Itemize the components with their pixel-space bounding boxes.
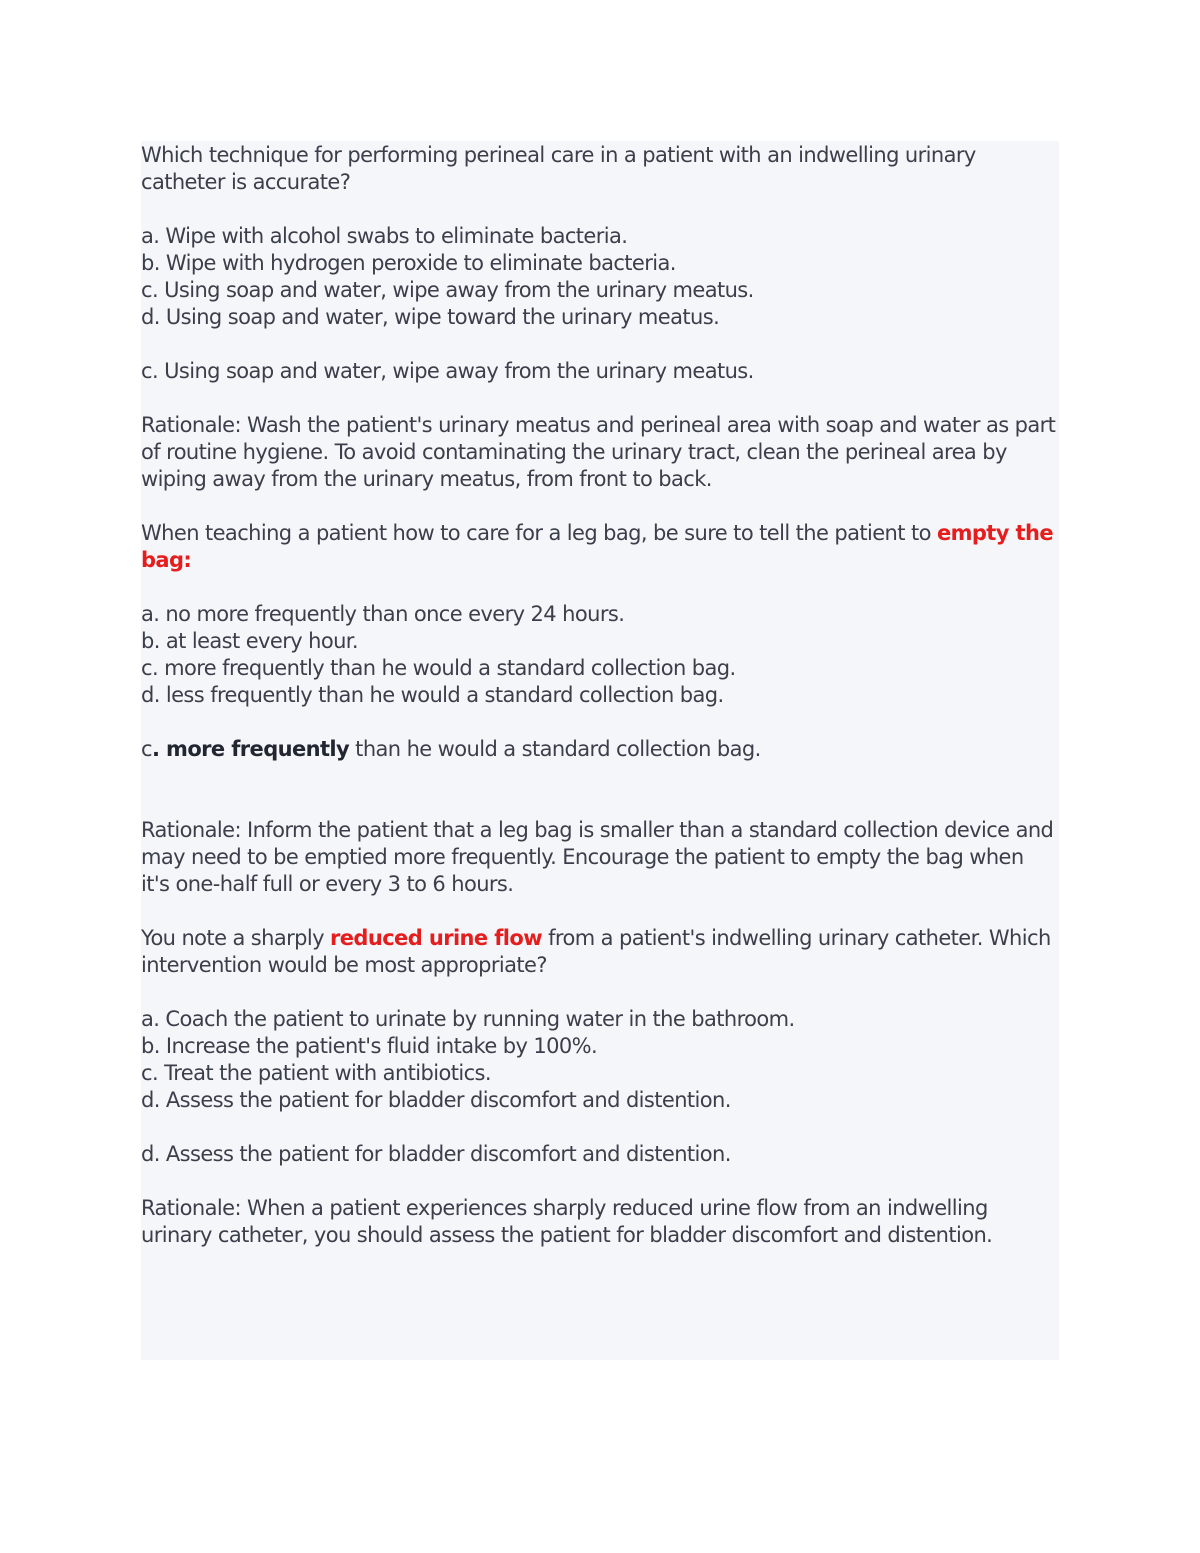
q3-question-text-after: from a patient's indwelling urinary catheter. Which intervention would be most appropriate?	[141, 926, 1051, 977]
q3-answer: d. Assess the patient for bladder discomfort and distention.	[141, 1142, 731, 1166]
q3-question-highlight: reduced urine flow	[330, 926, 543, 950]
q1-rationale: Rationale: Wash the patient's urinary meatus and perineal area with soap and water as part of routine hygiene. To avoid contaminating the urinary tract, clean the perineal area by wiping away from the urinary meatus, from front to back.	[141, 413, 1056, 491]
q2-option-a: a. no more frequently than once every 24 hours.	[141, 602, 625, 626]
q2-rationale: Rationale: Inform the patient that a leg bag is smaller than a standard collection device and may need to be emptied more frequently. Encourage the patient to empty the bag when it's one-half full or every 3 to 6 hours.	[141, 818, 1054, 896]
q3-option-b: b. Increase the patient's fluid intake by 100%.	[141, 1034, 598, 1058]
q2-answer-prefix: c	[141, 737, 152, 761]
q1-option-c: c. Using soap and water, wipe away from the urinary meatus.	[141, 278, 754, 302]
q2-answer	[141, 736, 1056, 763]
q2-question-text: When teaching a patient how to care for a leg bag, be sure to tell the patient to	[141, 521, 937, 545]
question-2	[141, 520, 1056, 574]
q1-option-a: a. Wipe with alcohol swabs to eliminate bacteria.	[141, 224, 628, 248]
q1-answer: c. Using soap and water, wipe away from the urinary meatus.	[141, 359, 754, 383]
q2-option-c: c. more frequently than he would a standard collection bag.	[141, 656, 736, 680]
q2-option-d: d. less frequently than he would a standard collection bag.	[141, 683, 724, 707]
q3-rationale: Rationale: When a patient experiences sharply reduced urine flow from an indwelling urinary catheter, you should assess the patient for bladder discomfort and distention.	[141, 1196, 993, 1247]
q1-option-d: d. Using soap and water, wipe toward the urinary meatus.	[141, 305, 720, 329]
q3-option-c: c. Treat the patient with antibiotics.	[141, 1061, 491, 1085]
q2-question-highlight: empty the bag:	[141, 521, 1053, 572]
document-content	[141, 142, 1056, 1276]
q3-option-d: d. Assess the patient for bladder discomfort and distention.	[141, 1088, 731, 1112]
spacer	[141, 790, 1056, 817]
question-3	[141, 925, 1056, 979]
q2-option-b: b. at least every hour.	[141, 629, 358, 653]
q1-option-b: b. Wipe with hydrogen peroxide to eliminate bacteria.	[141, 251, 676, 275]
question-1: Which technique for performing perineal care in a patient with an indwelling urinary catheter is accurate?	[141, 143, 976, 194]
q3-question-text-before: You note a sharply	[141, 926, 331, 950]
q3-option-a: a. Coach the patient to urinate by running water in the bathroom.	[141, 1007, 795, 1031]
q2-answer-rest: than he would a standard collection bag.	[349, 737, 761, 761]
q2-answer-highlight: . more frequently	[151, 737, 350, 761]
